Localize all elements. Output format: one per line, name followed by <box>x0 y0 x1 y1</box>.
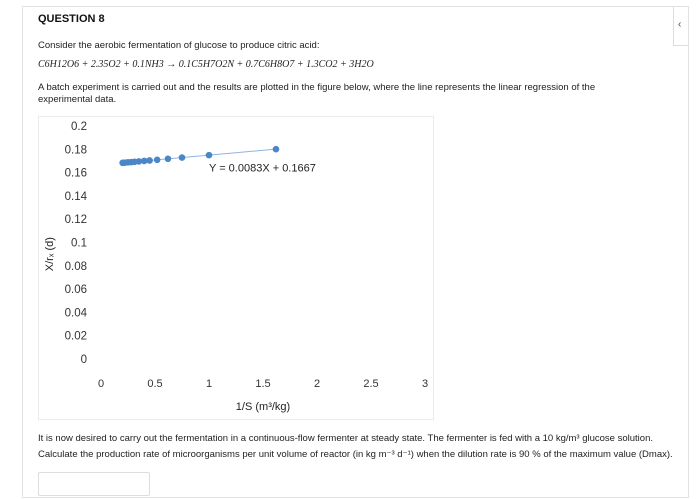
question-description: A batch experiment is carried out and the results are plotted in the figure below, where the line represents the linear regression of the experimental data. <box>38 82 596 105</box>
data-point <box>179 154 186 161</box>
regression-equation-label: Y = 0.0083X + 0.1667 <box>209 162 316 175</box>
x-tick-label: 1 <box>205 378 213 390</box>
reaction-equation: C6H12O6 + 2.35O2 + 0.1NH3 → 0.1C5H7O2N + 0.7C6H8O7 + 1.3CO2 + 3H2O <box>38 59 374 70</box>
x-tick-label: 2.5 <box>363 378 379 390</box>
chevron-left-icon: ‹ <box>678 19 682 30</box>
x-tick-label: 0 <box>97 378 105 390</box>
regression-chart <box>39 117 433 419</box>
y-tick-label: 0.12 <box>64 214 87 227</box>
y-tick-label: 0.14 <box>64 190 87 203</box>
x-tick-label: 3 <box>421 378 429 390</box>
x-tick-label: 1.5 <box>255 378 271 390</box>
y-tick-label: 0.2 <box>71 121 87 133</box>
y-tick-label: 0.16 <box>64 167 87 180</box>
data-point <box>146 157 153 164</box>
x-tick-label: 0.5 <box>147 378 163 390</box>
question-title: QUESTION 8 <box>38 13 105 25</box>
y-tick-label: 0.04 <box>64 307 87 320</box>
chart-container <box>38 116 434 420</box>
data-point <box>154 156 161 163</box>
y-axis-label: X/rₓ (d) <box>44 237 56 272</box>
data-point <box>273 146 280 153</box>
x-axis-label: 1/S (m³/kg) <box>235 401 291 413</box>
side-collapse-tab[interactable] <box>673 7 688 46</box>
task-line-2: Calculate the production rate of microorganisms per unit volume of reactor (in kg m⁻³ d⁻¹) when the dilution rate is 90 % of the maximum value (Dmax). <box>38 449 673 460</box>
y-tick-label: 0.1 <box>71 237 87 250</box>
y-tick-label: 0.08 <box>64 260 87 273</box>
answer-input[interactable] <box>38 472 150 496</box>
y-tick-label: 0.18 <box>64 144 87 157</box>
task-line-1: It is now desired to carry out the fermentation in a continuous-flow fermenter at steady state. The fermenter is fed with a 10 kg/m³ glucose solution. <box>38 433 653 444</box>
y-tick-label: 0 <box>80 354 87 366</box>
x-tick-label: 2 <box>313 378 321 390</box>
y-tick-label: 0.02 <box>64 330 87 343</box>
y-tick-label: 0.06 <box>64 284 87 297</box>
data-point <box>206 152 213 159</box>
data-point <box>165 156 172 163</box>
question-intro: Consider the aerobic fermentation of glucose to produce citric acid: <box>38 40 320 51</box>
